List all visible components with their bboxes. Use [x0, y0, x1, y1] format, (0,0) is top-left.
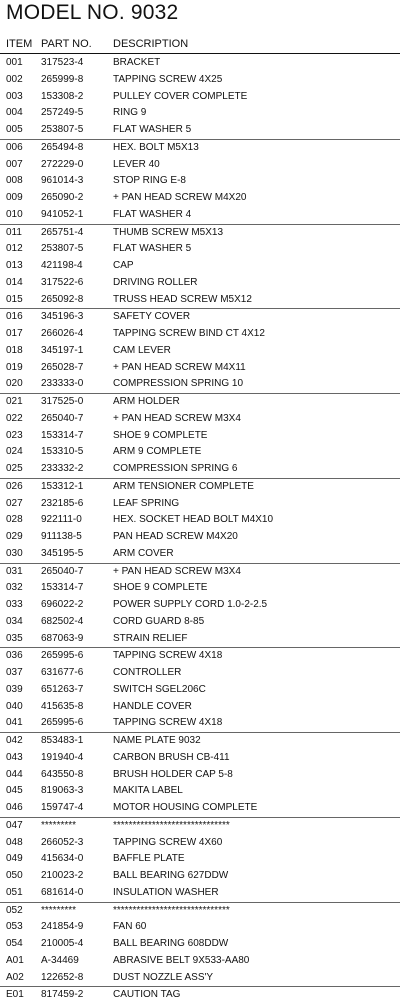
- table-row: [0, 953, 400, 970]
- part-description: + PAN HEAD SCREW M4X11: [113, 361, 246, 373]
- table-row: [0, 360, 400, 377]
- item-number: 046: [6, 802, 23, 813]
- part-description: + PAN HEAD SCREW M3X4: [113, 565, 241, 577]
- part-number: A-34469: [41, 954, 79, 966]
- item-number: 040: [6, 700, 23, 712]
- parts-table: [0, 55, 400, 1004]
- item-number: 030: [6, 547, 23, 559]
- table-row: [0, 376, 400, 394]
- item-number: 013: [6, 260, 23, 271]
- part-number: 122652-8: [41, 971, 84, 983]
- part-description: CONTROLLER: [113, 667, 182, 678]
- table-row: [0, 444, 400, 461]
- part-number: 210005-4: [41, 938, 84, 949]
- item-number: 042: [6, 735, 23, 746]
- table-row: [0, 157, 400, 174]
- part-number: 153310-5: [41, 446, 84, 458]
- item-number: 054: [6, 938, 23, 949]
- part-number: 253807-5: [41, 124, 84, 135]
- part-description: PULLEY COVER COMPLETE: [113, 90, 248, 102]
- table-row: [0, 648, 400, 665]
- header-item: ITEM: [6, 38, 33, 50]
- item-number: 032: [6, 582, 23, 594]
- item-number: 037: [6, 667, 23, 678]
- table-row: [0, 800, 400, 818]
- table-row: [0, 529, 400, 546]
- table-row: [0, 140, 400, 157]
- part-description: DUST NOZZLE ASS'Y: [113, 971, 214, 983]
- item-number: 053: [6, 921, 23, 933]
- table-row: [0, 546, 400, 564]
- part-number: 265028-7: [41, 361, 84, 373]
- part-description: SWITCH SGEL206C: [113, 683, 206, 695]
- part-description: TAPPING SCREW 4X18: [113, 650, 223, 662]
- item-number: 045: [6, 785, 23, 797]
- part-number: 317522-6: [41, 276, 84, 288]
- part-description: ARM TENSIONER COMPLETE: [113, 480, 254, 492]
- part-number: 415635-8: [41, 700, 84, 712]
- part-number: 265040-7: [41, 565, 84, 577]
- part-description: CAUTION TAG: [113, 989, 181, 1001]
- table-row: [0, 818, 400, 835]
- item-number: 017: [6, 328, 23, 339]
- header-part-no: PART NO.: [41, 38, 92, 50]
- item-number: 031: [6, 565, 23, 577]
- table-row: [0, 122, 400, 140]
- part-description: STRAIN RELIEF: [113, 632, 188, 644]
- part-description: MOTOR HOUSING COMPLETE: [113, 802, 258, 813]
- part-description: COMPRESSION SPRING 10: [113, 378, 244, 390]
- part-number: 687063-9: [41, 632, 84, 644]
- part-description: FLAT WASHER 5: [113, 243, 192, 255]
- part-description: LEVER 40: [113, 158, 160, 170]
- part-number: 853483-1: [41, 735, 84, 746]
- part-number: 631677-6: [41, 667, 84, 678]
- part-description: RING 9: [113, 107, 147, 119]
- part-description: BRACKET: [113, 57, 161, 68]
- part-number: 421198-4: [41, 260, 83, 271]
- table-row: [0, 851, 400, 868]
- part-number: 922111-0: [41, 514, 82, 526]
- table-row: [0, 173, 400, 190]
- item-number: A01: [6, 954, 24, 966]
- item-number: E01: [6, 989, 24, 1001]
- item-number: 001: [6, 57, 23, 68]
- part-number: 265999-8: [41, 73, 84, 85]
- table-row: [0, 326, 400, 343]
- item-number: 050: [6, 870, 23, 881]
- part-description: HANDLE COVER: [113, 700, 192, 712]
- table-row: [0, 682, 400, 699]
- part-description: TRUSS HEAD SCREW M5X12: [113, 293, 252, 305]
- table-row: [0, 665, 400, 682]
- item-number: 036: [6, 650, 23, 662]
- table-header: [0, 37, 400, 54]
- table-row: [0, 936, 400, 953]
- part-number: 345195-5: [41, 547, 84, 559]
- part-number: 681614-0: [41, 886, 84, 898]
- item-number: 024: [6, 446, 23, 458]
- part-description: BALL BEARING 608DDW: [113, 938, 229, 949]
- part-description: SHOE 9 COMPLETE: [113, 429, 208, 441]
- part-number: 265092-8: [41, 293, 84, 305]
- part-number: 191940-4: [41, 751, 84, 763]
- part-description: FAN 60: [113, 921, 147, 933]
- part-number: 153314-7: [41, 429, 84, 441]
- item-number: 002: [6, 73, 23, 85]
- table-row: [0, 309, 400, 326]
- part-description: STOP RING E-8: [113, 175, 186, 187]
- item-number: 011: [6, 226, 22, 238]
- part-description: TAPPING SCREW 4X60: [113, 836, 223, 848]
- part-number: 153314-7: [41, 582, 84, 594]
- part-number: 345197-1: [41, 344, 84, 356]
- item-number: 018: [6, 344, 23, 356]
- item-number: A02: [6, 971, 24, 983]
- part-description: HEX. SOCKET HEAD BOLT M4X10: [113, 514, 274, 526]
- item-number: 052: [6, 904, 23, 916]
- table-row: [0, 479, 400, 496]
- table-row: [0, 428, 400, 445]
- table-row: [0, 597, 400, 614]
- part-number: 696022-2: [41, 599, 84, 610]
- part-description: SAFETY COVER: [113, 311, 191, 323]
- part-description: ******************************: [113, 819, 230, 831]
- item-number: 025: [6, 463, 23, 474]
- table-row: [0, 919, 400, 936]
- part-number: *********: [41, 819, 77, 831]
- item-number: 028: [6, 514, 23, 526]
- item-number: 027: [6, 497, 23, 509]
- part-description: SHOE 9 COMPLETE: [113, 582, 208, 594]
- table-row: [0, 241, 400, 258]
- table-row: [0, 715, 400, 733]
- part-number: 682502-4: [41, 615, 84, 627]
- part-number: 643550-8: [41, 768, 84, 780]
- part-number: 233332-2: [41, 463, 84, 474]
- table-row: [0, 105, 400, 122]
- part-description: BRUSH HOLDER CAP 5-8: [113, 768, 233, 780]
- part-description: LEAF SPRING: [113, 497, 180, 509]
- part-number: 265751-4: [41, 226, 84, 238]
- part-number: 265494-8: [41, 141, 84, 153]
- table-row: [0, 767, 400, 784]
- part-number: 345196-3: [41, 311, 84, 323]
- item-number: 035: [6, 632, 23, 644]
- part-description: FLAT WASHER 4: [113, 208, 192, 220]
- item-number: 033: [6, 599, 23, 610]
- item-number: 022: [6, 412, 23, 424]
- table-row: [0, 903, 400, 920]
- part-description: CORD GUARD 8-85: [113, 615, 205, 627]
- part-description: INSULATION WASHER: [113, 886, 219, 898]
- item-number: 026: [6, 480, 23, 492]
- part-description: CAP: [113, 260, 134, 271]
- item-number: 004: [6, 107, 23, 119]
- item-number: 014: [6, 276, 23, 288]
- table-row: [0, 512, 400, 529]
- part-description: BALL BEARING 627DDW: [113, 870, 229, 881]
- part-number: 257249-5: [41, 107, 84, 119]
- part-description: THUMB SCREW M5X13: [113, 226, 224, 238]
- part-number: 265995-6: [41, 717, 84, 729]
- part-number: 153312-1: [41, 480, 84, 492]
- part-description: PAN HEAD SCREW M4X20: [113, 531, 238, 542]
- table-row: [0, 614, 400, 631]
- part-number: 265040-7: [41, 412, 84, 424]
- item-number: 009: [6, 192, 23, 203]
- part-number: 232185-6: [41, 497, 84, 509]
- table-row: [0, 496, 400, 513]
- table-row: [0, 190, 400, 207]
- part-description: ******************************: [113, 904, 230, 916]
- table-row: [0, 461, 400, 479]
- table-row: [0, 343, 400, 360]
- part-number: 941052-1: [41, 208, 84, 220]
- item-number: 010: [6, 208, 23, 220]
- item-number: 007: [6, 158, 23, 170]
- table-row: [0, 750, 400, 767]
- table-row: [0, 411, 400, 428]
- table-row: [0, 225, 400, 242]
- part-number: 159747-4: [41, 802, 84, 813]
- part-description: POWER SUPPLY CORD 1.0-2-2.5: [113, 599, 268, 610]
- table-row: [0, 885, 400, 903]
- part-description: HEX. BOLT M5X13: [113, 141, 199, 153]
- part-number: 210023-2: [41, 870, 84, 881]
- part-number: 272229-0: [41, 158, 84, 170]
- item-number: 015: [6, 293, 23, 305]
- part-number: *********: [41, 904, 77, 916]
- part-description: ARM HOLDER: [113, 396, 180, 407]
- part-number: 153308-2: [41, 90, 84, 102]
- item-number: 043: [6, 751, 23, 763]
- part-number: 415634-0: [41, 853, 84, 865]
- table-row: [0, 835, 400, 852]
- item-number: 049: [6, 853, 23, 865]
- part-number: 817459-2: [41, 989, 84, 1001]
- item-number: 012: [6, 243, 23, 255]
- part-number: 265090-2: [41, 192, 84, 203]
- item-number: 005: [6, 124, 23, 135]
- item-number: 003: [6, 90, 23, 102]
- table-row: [0, 733, 400, 750]
- part-description: TAPPING SCREW 4X25: [113, 73, 223, 85]
- part-description: BAFFLE PLATE: [113, 853, 185, 865]
- part-description: COMPRESSION SPRING 6: [113, 463, 238, 474]
- part-description: DRIVING ROLLER: [113, 276, 198, 288]
- table-row: [0, 275, 400, 292]
- item-number: 051: [6, 886, 23, 898]
- part-number: 233333-0: [41, 378, 84, 390]
- part-number: 317523-4: [41, 57, 84, 68]
- part-description: CARBON BRUSH CB-411: [113, 751, 230, 763]
- part-number: 819063-3: [41, 785, 84, 797]
- item-number: 044: [6, 768, 23, 780]
- part-number: 253807-5: [41, 243, 84, 255]
- item-number: 023: [6, 429, 23, 441]
- part-description: TAPPING SCREW BIND CT 4X12: [113, 328, 265, 339]
- item-number: 039: [6, 683, 23, 695]
- table-row: [0, 394, 400, 411]
- part-description: ARM 9 COMPLETE: [113, 446, 202, 458]
- table-row: [0, 970, 400, 988]
- table-row: [0, 55, 400, 72]
- part-description: MAKITA LABEL: [113, 785, 183, 797]
- part-description: ARM COVER: [113, 547, 174, 559]
- part-description: FLAT WASHER 5: [113, 124, 192, 135]
- part-description: NAME PLATE 9032: [113, 735, 201, 746]
- table-row: [0, 580, 400, 597]
- page-title: MODEL NO. 9032: [6, 1, 179, 24]
- item-number: 041: [6, 717, 23, 729]
- part-description: ABRASIVE BELT 9X533-AA80: [113, 954, 250, 966]
- item-number: 048: [6, 836, 23, 848]
- item-number: 020: [6, 378, 23, 390]
- part-number: 911138-5: [41, 531, 82, 542]
- item-number: 034: [6, 615, 23, 627]
- item-number: 019: [6, 361, 23, 373]
- part-number: 266052-3: [41, 836, 84, 848]
- part-description: + PAN HEAD SCREW M3X4: [113, 412, 241, 424]
- table-row: [0, 89, 400, 106]
- part-number: 651263-7: [41, 683, 84, 695]
- table-row: [0, 292, 400, 310]
- table-row: [0, 987, 400, 1004]
- item-number: 016: [6, 311, 23, 323]
- item-number: 047: [6, 819, 23, 831]
- table-row: [0, 699, 400, 716]
- part-description: CAM LEVER: [113, 344, 171, 356]
- table-row: [0, 783, 400, 800]
- table-row: [0, 631, 400, 649]
- item-number: 006: [6, 141, 23, 153]
- part-number: 266026-4: [41, 328, 84, 339]
- table-row: [0, 72, 400, 89]
- part-number: 265995-6: [41, 650, 84, 662]
- table-row: [0, 564, 400, 581]
- part-number: 961014-3: [41, 175, 84, 187]
- part-number: 241854-9: [41, 921, 84, 933]
- part-description: + PAN HEAD SCREW M4X20: [113, 192, 247, 203]
- header-description: DESCRIPTION: [113, 38, 189, 50]
- part-description: TAPPING SCREW 4X18: [113, 717, 223, 729]
- table-row: [0, 207, 400, 225]
- table-row: [0, 868, 400, 885]
- part-number: 317525-0: [41, 396, 84, 407]
- item-number: 029: [6, 531, 23, 542]
- item-number: 008: [6, 175, 23, 187]
- table-row: [0, 258, 400, 275]
- item-number: 021: [6, 396, 23, 407]
